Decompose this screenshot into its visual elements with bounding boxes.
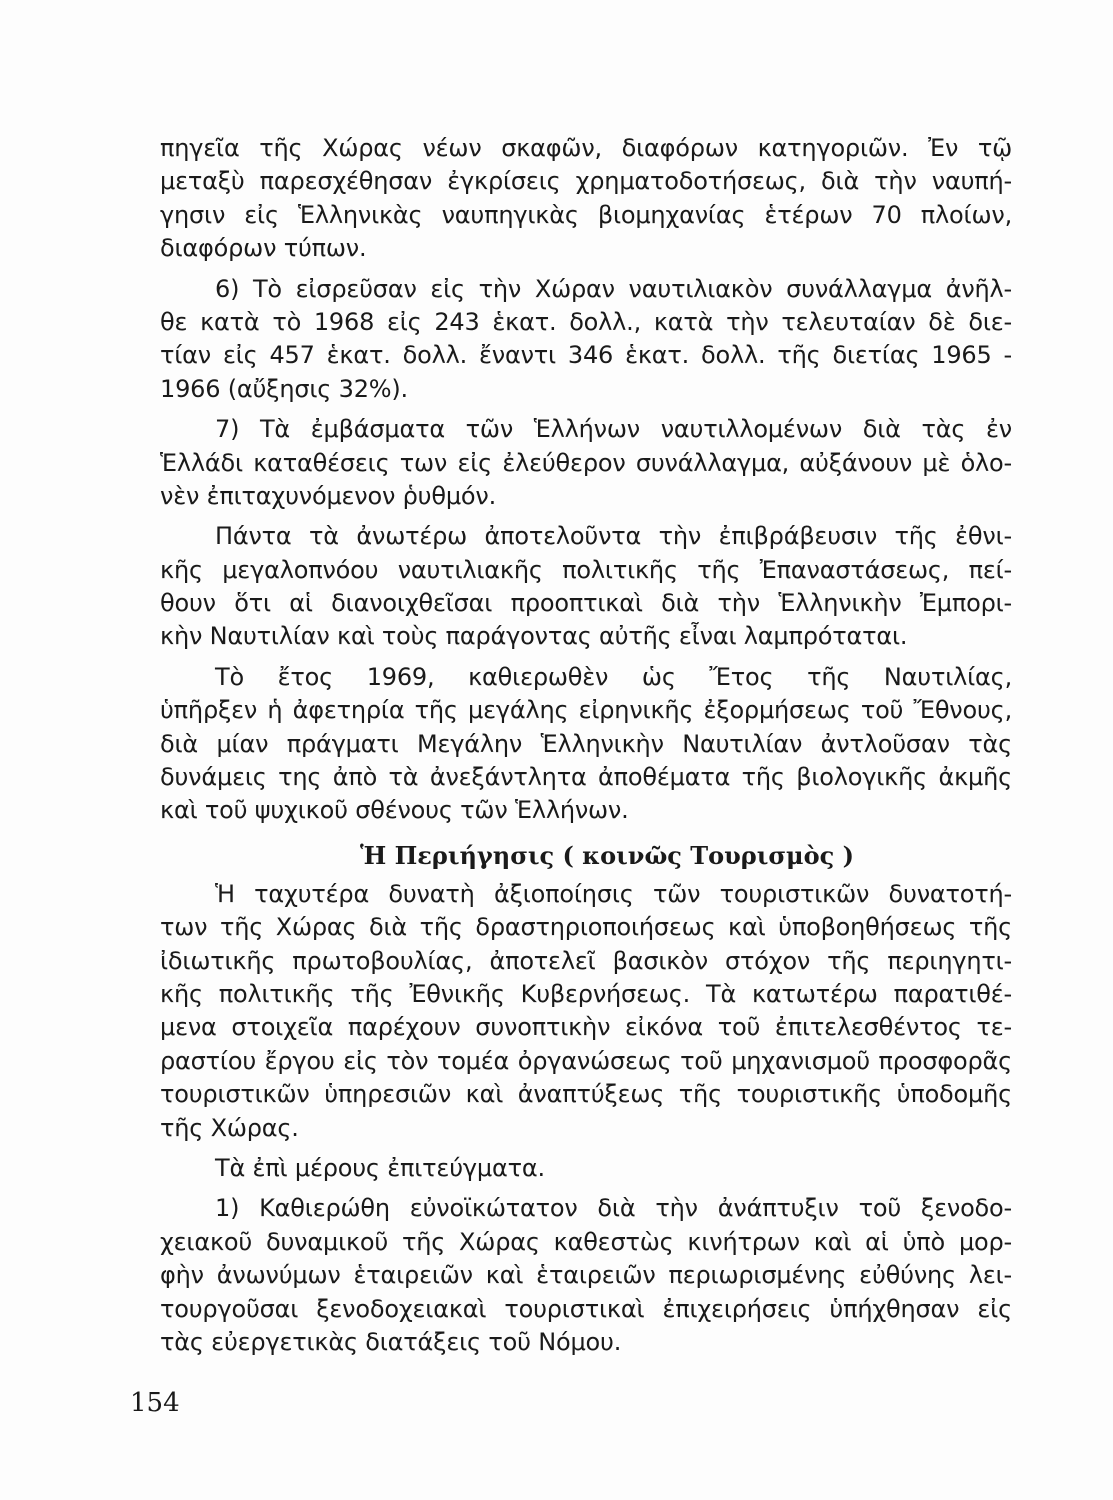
text-line: τίαν εἰς 457 ἑκατ. δολλ. ἔναντι 346 ἑκατ. δολλ. τῆς διετίας 1965 -	[160, 341, 1012, 370]
text-line: διαφόρων τύπων.	[160, 234, 367, 263]
paragraph	[160, 520, 1012, 654]
page-number: 154	[130, 1388, 180, 1418]
text-line: πηγεῖα τῆς Χώρας νέων σκαφῶν, διαφόρων κατηγοριῶν. Ἐν τῷ	[160, 134, 1012, 162]
section-shipping	[160, 132, 1012, 828]
paragraph	[160, 132, 1012, 266]
text-line: τῆς Χώρας.	[160, 1113, 299, 1142]
text-line: μεταξὺ παρεσχέθησαν ἐγκρίσεις χρηματοδοτήσεως, διὰ τὴν ναυπή-	[160, 167, 1012, 196]
text-line: Πάντα τὰ ἀνωτέρω ἀποτελοῦντα τὴν ἐπιβράβευσιν τῆς ἐθνι-	[215, 522, 1012, 551]
text-line: 1) Καθιερώθη εὐνοϊκώτατον διὰ τὴν ἀνάπτυξιν τοῦ ξενοδο-	[215, 1194, 1012, 1223]
text-line: διὰ μίαν πράγματι Μεγάλην Ἑλληνικὴν Ναυτιλίαν ἀντλοῦσαν τὰς	[160, 729, 1012, 758]
paragraph	[160, 1152, 1012, 1185]
section-heading-tourism: Ἡ Περιήγησις ( κοινῶς Τουρισμὸς )	[360, 840, 854, 870]
text-line: τὰς εὐεργετικὰς διατάξεις τοῦ Νόμου.	[160, 1327, 622, 1356]
paragraph	[160, 661, 1012, 828]
page-body	[160, 132, 1012, 1359]
text-line: νὲν ἐπιταχυνόμενον ῥυθμόν.	[160, 481, 497, 510]
paragraph	[160, 878, 1012, 1145]
paragraph	[160, 1192, 1012, 1359]
text-line: θουν ὅτι αἱ διανοιχθεῖσαι προοπτικαὶ διὰ τὴν Ἑλληνικὴν Ἐμπορι-	[160, 589, 1012, 618]
text-line: ὑπῆρξεν ἡ ἀφετηρία τῆς μεγάλης εἰρηνικῆς ἐξορμήσεως τοῦ Ἔθνους,	[160, 696, 1012, 725]
text-line: ραστίου ἔργου εἰς τὸν τομέα ὀργανώσεως τοῦ μηχανισμοῦ προσφορᾶς	[160, 1046, 1012, 1075]
text-line: 7) Τὰ ἐμβάσματα τῶν Ἑλλήνων ναυτιλλομένων διὰ τὰς ἐν	[215, 415, 1012, 444]
text-line: μενα στοιχεῖα παρέχουν συνοπτικὴν εἰκόνα τοῦ ἐπιτελεσθέντος τε-	[160, 1013, 1012, 1042]
text-line: χειακοῦ δυναμικοῦ τῆς Χώρας καθεστὼς κινήτρων καὶ αἱ ὑπὸ μορ-	[160, 1227, 1012, 1256]
text-line: τουριστικῶν ὑπηρεσιῶν καὶ ἀναπτύξεως τῆς τουριστικῆς ὑποδομῆς	[160, 1080, 1012, 1109]
text-line: 6) Τὸ εἰσρεῦσαν εἰς τὴν Χώραν ναυτιλιακὸν συνάλλαγμα ἀνῆλ-	[215, 274, 1012, 303]
text-line: Τὰ ἐπὶ μέρους ἐπιτεύγματα.	[215, 1153, 545, 1182]
text-line: κῆς πολιτικῆς τῆς Ἐθνικῆς Κυβερνήσεως. Τὰ κατωτέρω παρατιθέ-	[160, 979, 1012, 1008]
text-line: θε κατὰ τὸ 1968 εἰς 243 ἑκατ. δολλ., κατὰ τὴν τελευταίαν δὲ διε-	[160, 307, 1012, 336]
text-line: κῆς μεγαλοπνόου ναυτιλιακῆς πολιτικῆς τῆς Ἐπαναστάσεως, πεί-	[160, 555, 1012, 584]
text-line: γησιν εἰς Ἑλληνικὰς ναυπηγικὰς βιομηχανίας ἑτέρων 70 πλοίων,	[160, 200, 1012, 229]
text-line: φὴν ἀνωνύμων ἑταιρειῶν καὶ ἑταιρειῶν περιωρισμένης εὐθύνης λει-	[160, 1261, 1012, 1290]
text-line: 1966 (αὔξησις 32%).	[160, 374, 408, 403]
text-line: τουργοῦσαι ξενοδοχειακαὶ τουριστικαὶ ἐπιχειρήσεις ὑπήχθησαν εἰς	[160, 1294, 1012, 1323]
text-line: Ἑλλάδι καταθέσεις των εἰς ἐλεύθερον συνάλλαγμα, αὐξάνουν μὲ ὁλο-	[160, 448, 1012, 477]
text-line: κὴν Ναυτιλίαν καὶ τοὺς παράγοντας αὐτῆς εἶναι λαμπρόταται.	[160, 622, 908, 651]
text-line: καὶ τοῦ ψυχικοῦ σθένους τῶν Ἑλλήνων.	[160, 796, 629, 825]
text-line: των τῆς Χώρας διὰ τῆς δραστηριοποιήσεως καὶ ὑποβοηθήσεως τῆς	[160, 913, 1012, 942]
text-line: ἰδιωτικῆς πρωτοβουλίας, ἀποτελεῖ βασικὸν στόχον τῆς περιηγητι-	[160, 946, 1012, 975]
text-line: δυνάμεις της ἀπὸ τὰ ἀνεξάντλητα ἀποθέματα τῆς βιολογικῆς ἀκμῆς	[160, 763, 1012, 792]
text-line: Τὸ ἔτος 1969, καθιερωθὲν ὡς Ἔτος τῆς Ναυτιλίας,	[215, 662, 1012, 691]
paragraph	[160, 413, 1012, 513]
text-line: Ἡ ταχυτέρα δυνατὴ ἀξιοποίησις τῶν τουριστικῶν δυνατοτή-	[215, 879, 1012, 908]
paragraph	[160, 273, 1012, 407]
section-tourism	[160, 878, 1012, 1359]
